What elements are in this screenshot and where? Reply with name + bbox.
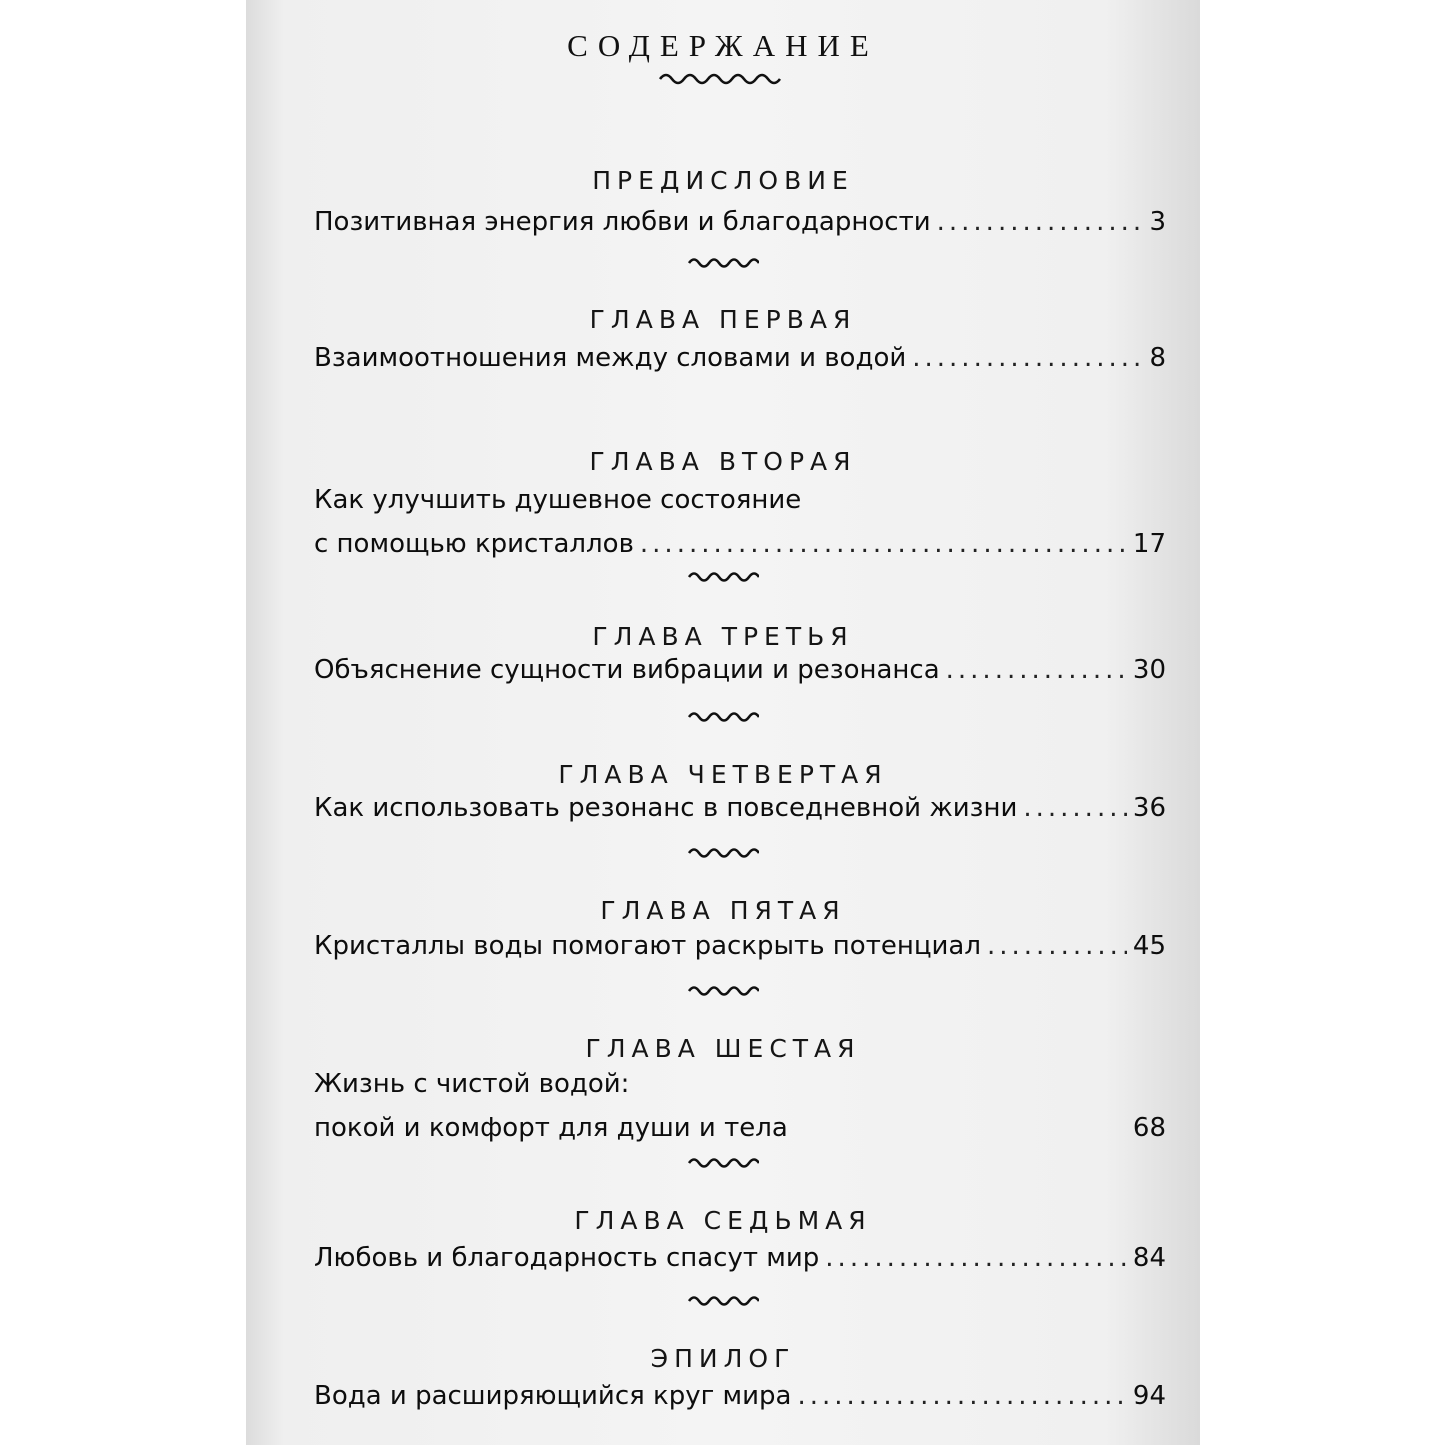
entry-title: Любовь и благодарность спасут мир	[314, 1243, 820, 1273]
toc-entry-chapter-4[interactable]	[314, 786, 1166, 830]
entry-title: Объяснение сущности вибрации и резонанса	[314, 655, 940, 685]
dot-leader	[1023, 786, 1127, 830]
section-heading-chapter-7: ГЛАВА СЕДЬМАЯ	[574, 1206, 872, 1235]
dot-leader	[825, 1236, 1127, 1280]
section-heading-chapter-1: ГЛАВА ПЕРВАЯ	[589, 305, 857, 334]
book-page	[246, 0, 1200, 1445]
section-heading-chapter-4: ГЛАВА ЧЕТВЕРТАЯ	[558, 760, 888, 789]
entry-title: Как использовать резонанс в повседневной жизни	[314, 793, 1018, 823]
page-number: 8	[1149, 343, 1166, 373]
dot-leader	[912, 336, 1143, 380]
wave-ornament	[687, 846, 759, 860]
page-number: 84	[1132, 1243, 1166, 1273]
section-heading-chapter-3: ГЛАВА ТРЕТЬЯ	[592, 622, 854, 651]
entry-title-line-2: с помощью кристаллов	[314, 529, 634, 559]
section-heading-chapter-2: ГЛАВА ВТОРАЯ	[589, 447, 857, 476]
dot-leader	[937, 200, 1144, 244]
toc-entry-chapter-6[interactable]	[314, 1062, 1166, 1150]
page-number: 45	[1132, 931, 1166, 961]
wave-ornament	[687, 1294, 759, 1308]
contents-title: СОДЕРЖАНИЕ	[567, 28, 879, 63]
page-number: 94	[1132, 1381, 1166, 1411]
toc-entry-chapter-5[interactable]	[314, 924, 1166, 968]
wave-ornament	[687, 984, 759, 998]
section-heading-chapter-5: ГЛАВА ПЯТАЯ	[600, 896, 846, 925]
wave-ornament	[687, 570, 759, 584]
dot-leader	[946, 648, 1127, 692]
section-heading-chapter-6: ГЛАВА ШЕСТАЯ	[585, 1034, 861, 1063]
toc-entry-chapter-3[interactable]	[314, 648, 1166, 692]
wave-ornament	[687, 710, 759, 724]
page-number: 17	[1132, 529, 1166, 559]
dot-leader	[987, 924, 1127, 968]
entry-title-line-1: Жизнь с чистой водой:	[314, 1069, 630, 1099]
entry-title: Кристаллы воды помогают раскрыть потенциал	[314, 931, 981, 961]
entry-title: Вода и расширяющийся круг мира	[314, 1381, 792, 1411]
page-number: 3	[1149, 207, 1166, 237]
entry-title: Позитивная энергия любви и благодарности	[314, 207, 931, 237]
page-number: 36	[1132, 793, 1166, 823]
dot-leader	[797, 1374, 1126, 1418]
entry-title-line-2: покой и комфорт для души и тела	[314, 1113, 788, 1143]
section-heading-preface: ПРЕДИСЛОВИЕ	[592, 166, 854, 195]
entry-title: Взаимоотношения между словами и водой	[314, 343, 907, 373]
toc-entry-preface[interactable]	[314, 200, 1166, 244]
page-number: 68	[1132, 1113, 1166, 1143]
table-of-contents	[246, 0, 1200, 1445]
toc-entry-chapter-1[interactable]	[314, 336, 1166, 380]
dot-leader	[640, 522, 1127, 566]
section-heading-epilogue: ЭПИЛОГ	[650, 1344, 796, 1373]
toc-entry-chapter-2[interactable]	[314, 478, 1166, 566]
wave-ornament	[687, 1156, 759, 1170]
toc-entry-chapter-7[interactable]	[314, 1236, 1166, 1280]
page-number: 30	[1132, 655, 1166, 685]
toc-entry-epilogue[interactable]	[314, 1374, 1166, 1418]
title-wave-ornament	[658, 72, 788, 86]
wave-ornament	[687, 256, 759, 270]
entry-title-line-1: Как улучшить душевное состояние	[314, 485, 802, 515]
